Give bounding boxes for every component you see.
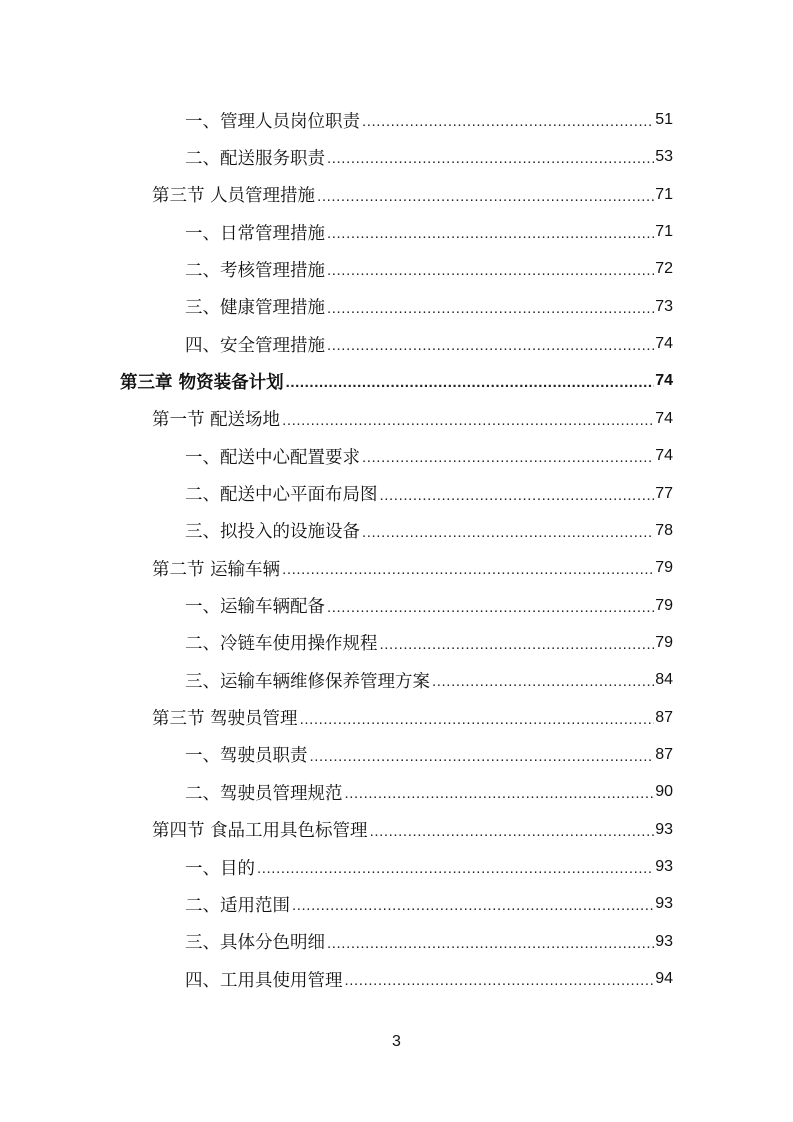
toc-subsection-entry[interactable] — [185, 594, 673, 618]
toc-entry-title: 第三章 物资装备计划 — [120, 372, 284, 393]
toc-entry-page: 93 — [655, 895, 673, 913]
toc-subsection-entry[interactable] — [185, 257, 673, 281]
dot-leader — [327, 149, 654, 169]
toc-entry-title: 第三节 人员管理措施 — [152, 186, 316, 207]
toc-entry-page: 74 — [655, 372, 673, 390]
toc-subsection-entry[interactable] — [185, 108, 673, 132]
toc-entry-title: 第三节 驾驶员管理 — [152, 709, 298, 730]
toc-entry-page: 84 — [655, 671, 673, 689]
toc-entry-page: 51 — [655, 111, 673, 128]
dot-leader — [286, 373, 655, 393]
toc-subsection-entry[interactable] — [185, 631, 673, 655]
dot-leader — [300, 710, 655, 730]
toc-entry-title: 三、健康管理措施 — [185, 298, 325, 319]
toc-entry-page: 79 — [655, 633, 673, 651]
dot-leader — [292, 896, 654, 916]
dot-leader — [327, 224, 654, 244]
toc-entry-page: 74 — [655, 409, 673, 427]
toc-entry-title: 一、配送中心配置要求 — [185, 447, 360, 468]
toc-entry-title: 二、考核管理措施 — [185, 260, 325, 281]
toc-entry-title: 一、目的 — [185, 858, 255, 879]
toc-entry-title: 二、配送服务职责 — [185, 148, 325, 169]
page-number: 3 — [392, 1033, 401, 1050]
toc-entry-title: 一、管理人员岗位职责 — [185, 111, 360, 132]
toc-subsection-entry[interactable] — [185, 295, 673, 319]
toc-entry-title: 三、运输车辆维修保养管理方案 — [185, 671, 430, 692]
toc-section-entry[interactable] — [152, 706, 673, 730]
toc-section-entry[interactable] — [152, 818, 673, 842]
dot-leader — [327, 261, 654, 281]
toc-entry-page: 93 — [655, 858, 673, 875]
toc-entry-page: 73 — [655, 297, 673, 315]
toc-entry-title: 第二节 运输车辆 — [152, 559, 281, 580]
toc-subsection-entry[interactable] — [185, 780, 673, 804]
dot-leader — [370, 822, 655, 842]
toc-entry-page: 93 — [655, 932, 673, 950]
toc-subsection-entry[interactable] — [185, 519, 673, 543]
toc-entry-title: 一、驾驶员职责 — [185, 746, 308, 767]
toc-subsection-entry[interactable] — [185, 855, 673, 879]
toc-entry-page: 74 — [655, 335, 673, 353]
toc-subsection-entry[interactable] — [185, 743, 673, 767]
toc-entry-page: 87 — [655, 708, 673, 726]
dot-leader — [380, 635, 655, 655]
toc-entry-title: 二、适用范围 — [185, 895, 290, 916]
dot-leader — [380, 486, 655, 506]
toc-subsection-entry[interactable] — [185, 332, 673, 356]
toc-entry-title: 一、运输车辆配备 — [185, 597, 325, 618]
toc-entry-title: 四、工用具使用管理 — [185, 970, 343, 991]
toc-subsection-entry[interactable] — [185, 967, 673, 991]
dot-leader — [257, 859, 654, 879]
dot-leader — [327, 934, 654, 954]
toc-entry-title: 第四节 食品工用具色标管理 — [152, 821, 368, 842]
toc-subsection-entry[interactable] — [185, 892, 673, 916]
toc-subsection-entry[interactable] — [185, 482, 673, 506]
toc-entry-title: 二、冷链车使用操作规程 — [185, 634, 378, 655]
toc-chapter-entry[interactable] — [120, 369, 673, 393]
toc-entry-page: 87 — [655, 745, 673, 763]
dot-leader — [345, 971, 655, 991]
toc-entry-title: 三、具体分色明细 — [185, 933, 325, 954]
toc-entry-title: 三、拟投入的设施设备 — [185, 522, 360, 543]
toc-subsection-entry[interactable] — [185, 145, 673, 169]
toc-entry-title: 第一节 配送场地 — [152, 410, 281, 431]
toc-entry-page: 90 — [655, 783, 673, 801]
dot-leader — [327, 598, 654, 618]
dot-leader — [362, 448, 654, 468]
toc-subsection-entry[interactable] — [185, 444, 673, 468]
dot-leader — [282, 411, 654, 431]
toc-entry-page: 77 — [655, 484, 673, 502]
toc-section-entry[interactable] — [152, 183, 673, 207]
dot-leader — [317, 187, 654, 207]
toc-entry-page: 93 — [655, 820, 673, 838]
dot-leader — [362, 112, 654, 132]
toc-section-entry[interactable] — [152, 407, 673, 431]
dot-leader — [327, 336, 654, 356]
toc-entry-title: 四、安全管理措施 — [185, 335, 325, 356]
dot-leader — [432, 672, 654, 692]
toc-entry-title: 二、驾驶员管理规范 — [185, 783, 343, 804]
toc-entry-page: 71 — [655, 185, 673, 203]
dot-leader — [362, 523, 654, 543]
toc-entry-page: 71 — [655, 223, 673, 241]
toc-entry-page: 72 — [655, 260, 673, 278]
toc-entry-page: 79 — [655, 559, 673, 577]
toc-subsection-entry[interactable] — [185, 668, 673, 692]
toc-entry-page: 79 — [655, 596, 673, 614]
dot-leader — [282, 560, 654, 580]
toc-entry-page: 53 — [655, 148, 673, 166]
dot-leader — [327, 299, 654, 319]
toc-entry-page: 78 — [655, 521, 673, 539]
toc-subsection-entry[interactable] — [185, 930, 673, 954]
toc-entry-page: 94 — [655, 970, 673, 988]
dot-leader — [345, 784, 655, 804]
toc-subsection-entry[interactable] — [185, 220, 673, 244]
dot-leader — [310, 747, 655, 767]
toc-entry-title: 一、日常管理措施 — [185, 223, 325, 244]
toc-entry-page: 74 — [655, 447, 673, 465]
toc-section-entry[interactable] — [152, 556, 673, 580]
toc-entry-title: 二、配送中心平面布局图 — [185, 485, 378, 505]
